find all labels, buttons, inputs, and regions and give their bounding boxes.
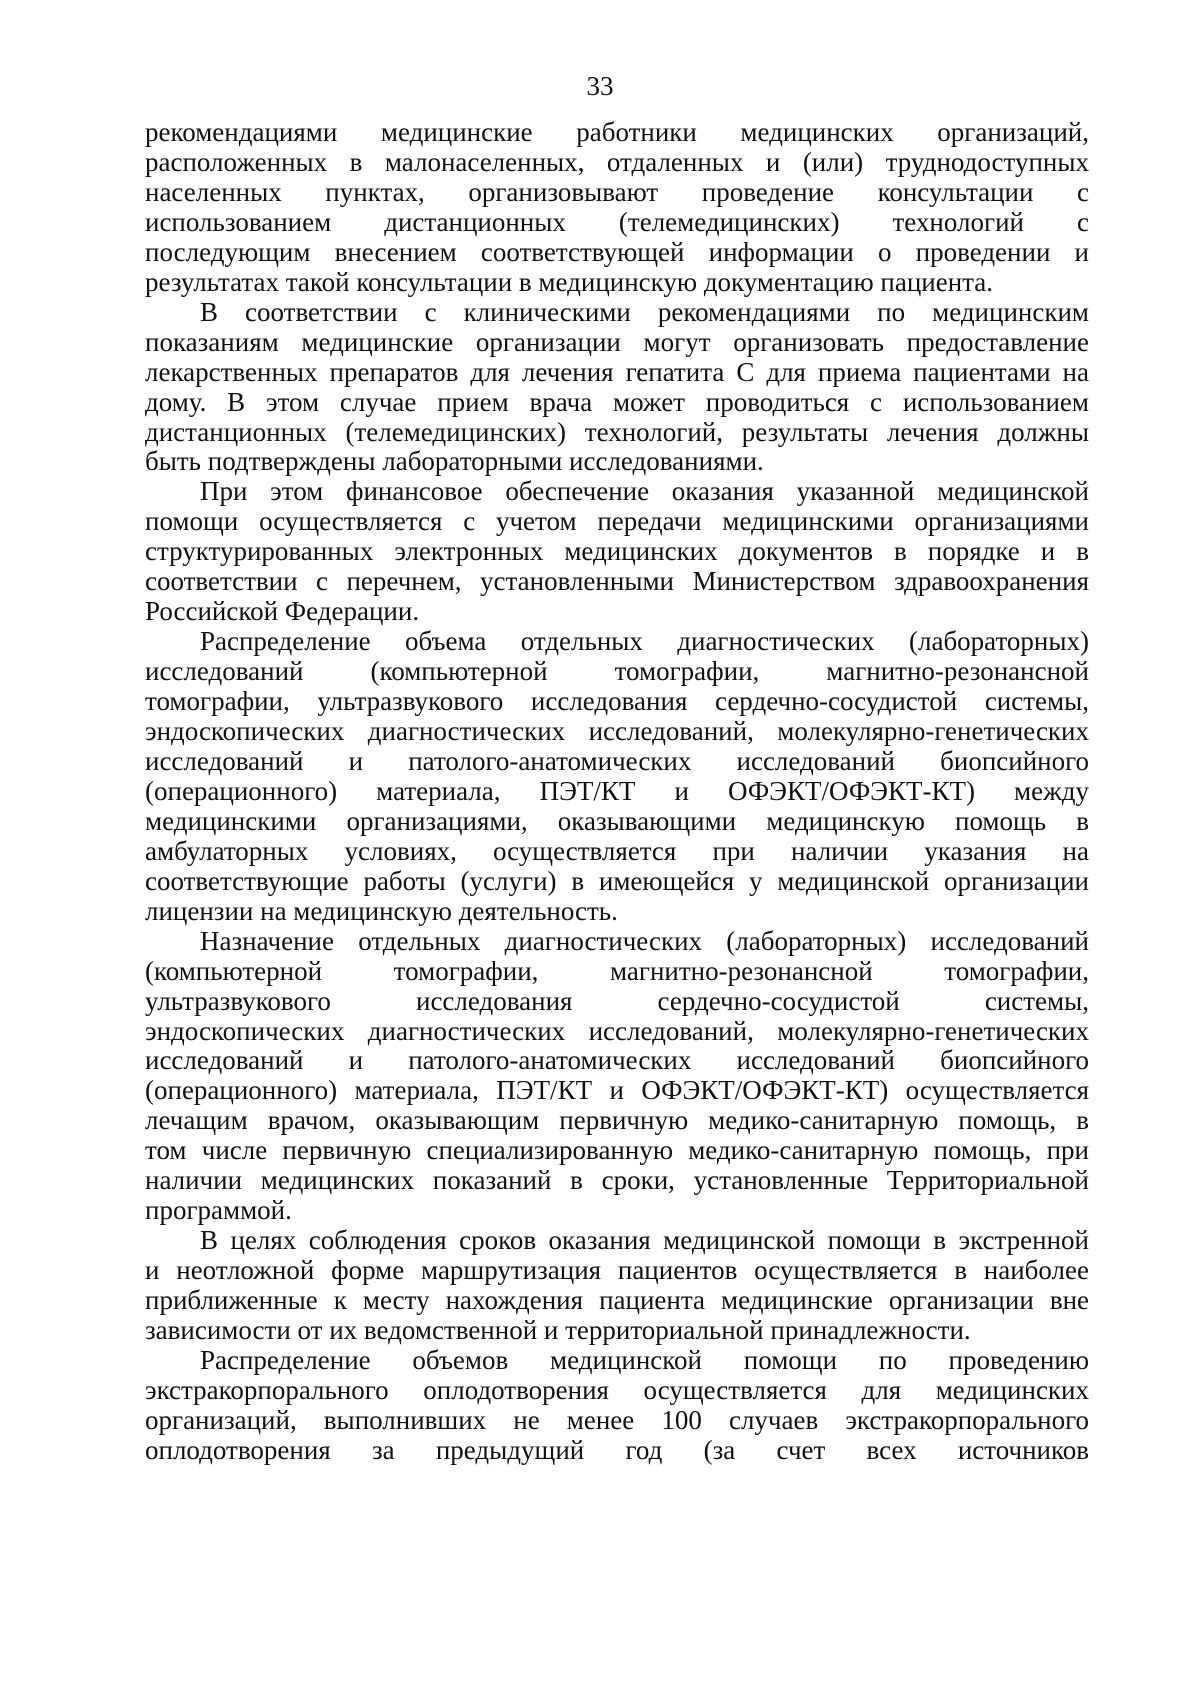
text-line: амбулаторных условиях, осуществляется при наличии указания на (145, 835, 1089, 866)
text-line: исследований и патолого-анатомических исследований биопсийного (145, 745, 1089, 776)
text-line: Назначение отдельных диагностических (лабораторных) исследований (200, 925, 1089, 956)
text-line: том числе первичную специализированную медико-санитарную помощь, при (145, 1135, 1089, 1166)
text-line: приближенные к месту нахождения пациента медицинские организации вне (145, 1285, 1089, 1315)
text-line: населенных пунктах, организовывают проведение консультации с (145, 176, 1089, 207)
text-line: дому. В этом случае прием врача может проводиться с использованием (145, 386, 1089, 417)
text-line: В целях соблюдения сроков оказания медицинской помощи в экстренной (200, 1225, 1089, 1256)
text-line: расположенных в малонаселенных, отдаленных и (или) труднодоступных (145, 146, 1089, 177)
text-line: показаниям медицинские организации могут организовать предоставление (145, 326, 1089, 357)
text-line: соответствующие работы (услуги) в имеющейся у медицинской организации (145, 865, 1089, 896)
text-line: томографии, ультразвукового исследования сердечно-сосудистой системы, (145, 686, 1089, 716)
text-line: исследований (компьютерной томографии, магнитно-резонансной (145, 656, 1089, 687)
text-line: медицинскими организациями, оказывающими медицинскую помощь в (145, 805, 1089, 836)
text-line: эндоскопических диагностических исследований, молекулярно-генетических (145, 1015, 1089, 1046)
text-line: экстракорпорального оплодотворения осуществляется для медицинских (145, 1374, 1089, 1405)
text-line: помощи осуществляется с учетом передачи медицинскими организациями (145, 506, 1089, 537)
text-line: Распределение объемов медицинской помощи по проведению (200, 1345, 1089, 1375)
text-line: эндоскопических диагностических исследований, молекулярно-генетических (145, 716, 1089, 746)
text-line: результатах такой консультации в медицинскую документацию пациента. (145, 266, 994, 297)
text-line: программой. (145, 1195, 292, 1226)
text-line: оплодотворения за предыдущий год (за счет всех источников (145, 1434, 1089, 1465)
text-line: структурированных электронных медицинских документов в порядке и в (145, 536, 1089, 567)
text-line: Распределение объема отдельных диагностических (лабораторных) (200, 626, 1089, 657)
text-line: ультразвукового исследования сердечно-сосудистой системы, (145, 985, 1089, 1016)
text-line: и неотложной форме маршрутизация пациентов осуществляется в наиболее (145, 1255, 1089, 1286)
text-line: В соответствии с клиническими рекомендациями по медицинским (200, 296, 1089, 327)
text-line: лицензии на медицинскую деятельность. (145, 895, 618, 926)
text-line: лекарственных препаратов для лечения гепатита С для приема пациентами на (145, 356, 1089, 387)
text-line: быть подтверждены лабораторными исследованиями. (145, 446, 764, 477)
text-line: организаций, выполнивших не менее 100 случаев экстракорпорального (145, 1404, 1089, 1435)
text-line: рекомендациями медицинские работники медицинских организаций, (145, 117, 1089, 147)
text-line: использованием дистанционных (телемедицинских) технологий с (145, 206, 1089, 237)
text-line: При этом финансовое обеспечение оказания указанной медицинской (200, 476, 1089, 507)
text-line: соответствии с перечнем, установленными Министерством здравоохранения (145, 566, 1089, 597)
text-line: (операционного) материала, ПЭТ/КТ и ОФЭКТ/ОФЭКТ-КТ) между (145, 775, 1089, 806)
text-line: исследований и патолого-анатомических исследований биопсийного (145, 1045, 1089, 1076)
text-line: лечащим врачом, оказывающим первичную медико-санитарную помощь, в (145, 1105, 1089, 1136)
text-line: последующим внесением соответствующей информации о проведении и (145, 236, 1089, 267)
text-line: (операционного) материала, ПЭТ/КТ и ОФЭКТ/ОФЭКТ-КТ) осуществляется (145, 1075, 1089, 1106)
text-line: зависимости от их ведомственной и территориальной принадлежности. (145, 1315, 971, 1345)
text-line: наличии медицинских показаний в сроки, установленные Территориальной (145, 1165, 1089, 1196)
page-number: 33 (586, 71, 614, 101)
text-line: Российской Федерации. (145, 596, 420, 627)
text-line: дистанционных (телемедицинских) технологий, результаты лечения должны (145, 416, 1089, 447)
text-line: (компьютерной томографии, магнитно-резонансной томографии, (145, 955, 1089, 986)
